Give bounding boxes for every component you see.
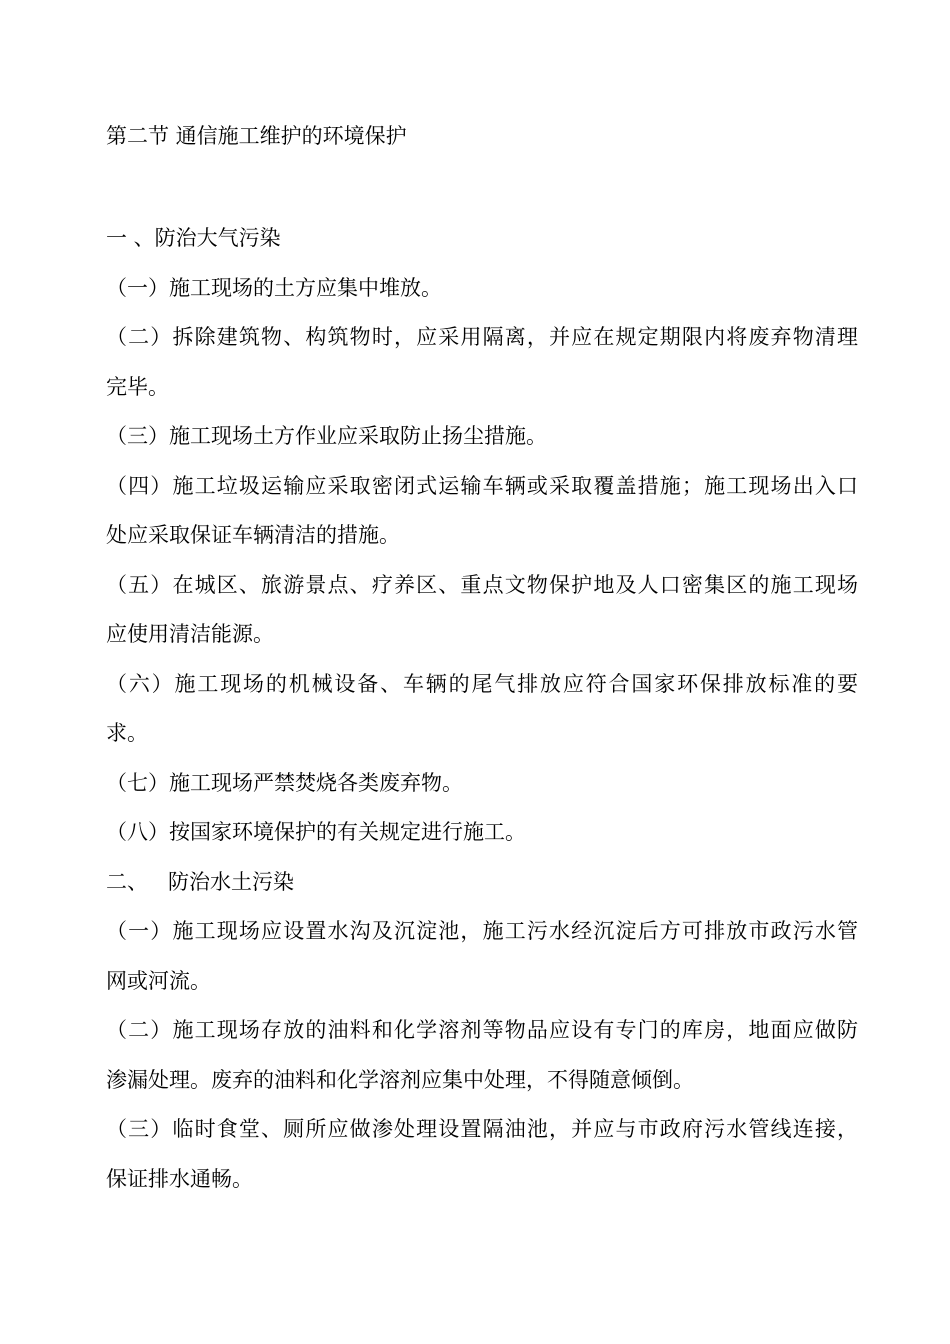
paragraph-line: （四）施工垃圾运输应采取密闭式运输车辆或采取覆盖措施；施工现场出入口 [106,473,858,498]
paragraph-line: （三）临时食堂、厕所应做渗处理设置隔油池，并应与市政府污水管线连接， [106,1117,858,1141]
paragraph-line: （八）按国家环境保护的有关规定进行施工。 [106,820,526,844]
paragraph-line: （一）施工现场的土方应集中堆放。 [106,275,442,300]
paragraph-line: 网或河流。 [106,968,211,993]
paragraph-line: （五）在城区、旅游景点、疗养区、重点文物保护地及人口密集区的施工现场 [106,572,858,597]
heading-air-pollution: 一 、防治大气污染 [106,226,281,250]
paragraph-line: 完毕。 [106,374,169,399]
paragraph-line: 保证排水通畅。 [106,1166,253,1191]
heading-water-soil-pollution: 二、 防治水土污染 [106,869,295,894]
paragraph-line: （七）施工现场严禁焚烧各类废弃物。 [106,770,463,795]
paragraph-line: （二）施工现场存放的油料和化学溶剂等物品应设有专门的库房，地面应做防 [106,1018,858,1042]
section-title: 第二节 通信施工维护的环境保护 [106,124,407,148]
paragraph-line: （六）施工现场的机械设备、车辆的尾气排放应符合国家环保排放标准的要 [106,671,858,696]
paragraph-line: （三）施工现场土方作业应采取防止扬尘措施。 [106,424,547,448]
paragraph-line: 求。 [106,721,148,745]
paragraph-line: （一）施工现场应设置水沟及沉淀池，施工污水经沉淀后方可排放市政污水管 [106,919,858,943]
paragraph-line: 渗漏处理。废弃的油料和化学溶剂应集中处理，不得随意倾倒。 [106,1067,694,1092]
paragraph-line: 处应采取保证车辆清洁的措施。 [106,523,400,547]
paragraph-line: 应使用清洁能源。 [106,622,274,646]
document-body [106,222,858,1212]
paragraph-line: （二）拆除建筑物、构筑物时，应采用隔离，并应在规定期限内将废弃物清理 [106,325,858,349]
